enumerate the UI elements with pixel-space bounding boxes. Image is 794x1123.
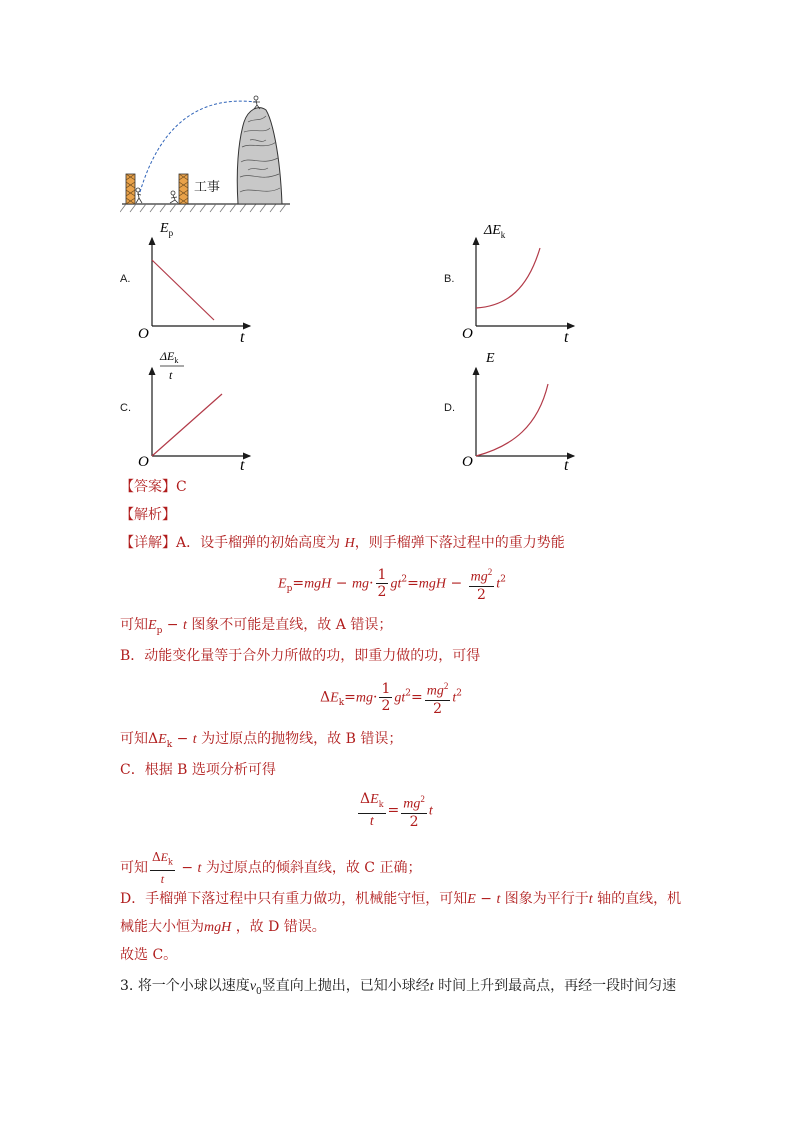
formula-dek: $\Delta E_k=mg\cdot$ $\frac{1}{2}$ $gt^2=$ $\frac{mg^2}{2}$ $t^2$ [320, 678, 462, 717]
option-c-graph [134, 346, 264, 472]
option-a-origin: O [138, 326, 149, 342]
formula-ep: $E_p=mgH - mg\cdot$ $\frac{1}{2}$ $gt^2=mgH$ − $\frac{mg^2}{2}$ $t^2$ [278, 564, 506, 603]
detail-d-line1: D．手榴弹下落过程中只有重力做功，机械能守恒，可知E − t 图象为平行于t 轴的直线，机 [120, 891, 682, 907]
option-a-curve [152, 260, 214, 320]
option-b-curve [476, 248, 540, 308]
detail-c-intro: C．根据 B 选项分析可得 [120, 762, 276, 778]
option-b-origin: O [462, 326, 473, 342]
final-answer: 故选 C。 [120, 947, 178, 963]
option-b-letter: B. [444, 273, 455, 285]
question-number: 3. [120, 978, 134, 994]
detail-a-intro: 【详解】A．设手榴弹的初始高度为 H，则手榴弹下落过程中的重力势能 [120, 535, 565, 551]
option-a-letter: A. [120, 273, 131, 285]
option-d-y-label: E [486, 351, 495, 366]
formula-dek-over-t: $\frac{\Delta E_k}{t}$ = $\frac{mg^2}{2}$ t [360, 791, 433, 830]
analysis-tag: 【解析】 [120, 507, 176, 523]
option-d-curve [476, 384, 548, 456]
option-c-origin: O [138, 454, 149, 470]
option-b-x-label: t [564, 329, 569, 342]
option-d-graph [458, 346, 588, 472]
answer-line [120, 477, 187, 497]
option-a-graph [134, 218, 264, 342]
detail-b-intro: B．动能变化量等于合外力所做的功，即重力做的功，可得 [120, 648, 481, 664]
option-b-y-label: $\Delta E_k$ [484, 223, 506, 240]
answer-tag: 【答案】 [120, 479, 176, 495]
option-c-letter: C. [120, 402, 131, 414]
option-d-letter: D. [444, 402, 455, 414]
option-a-x-label: t [240, 329, 245, 342]
option-c-y-label: $\Delta E_k$ [160, 349, 179, 365]
option-d-origin: O [462, 454, 473, 470]
detail-b-conclusion: 可知$\Delta E_k - t$ 为过原点的抛物线，故 B 错误； [120, 731, 403, 750]
question-3-line: 3. 将一个小球以速度$v_0$竖直向上抛出，已知小球经t 时间上升到最高点，再经一段时间匀速 [120, 978, 677, 997]
detail-d-line2: 械能大小恒为mgH ，故 D 错误。 [120, 919, 326, 935]
option-b-graph [458, 218, 588, 342]
fortification-label: 工事 [194, 180, 221, 195]
option-c-curve [152, 394, 222, 456]
detail-a-conclusion: 可知$E_p - t$ 图象不可能是直线，故 A 错误； [120, 617, 393, 636]
option-a-y-label: $E_p$ [160, 221, 174, 238]
detail-c-conclusion: 可知 $\frac{\Delta E_k}{t}$ − t 为过原点的倾斜直线，故 C 正确； [120, 850, 422, 887]
option-d-x-label: t [564, 457, 569, 472]
answer-value: C [176, 479, 187, 495]
option-c-x-label: t [240, 457, 245, 472]
option-c-y-den: t [169, 368, 173, 382]
